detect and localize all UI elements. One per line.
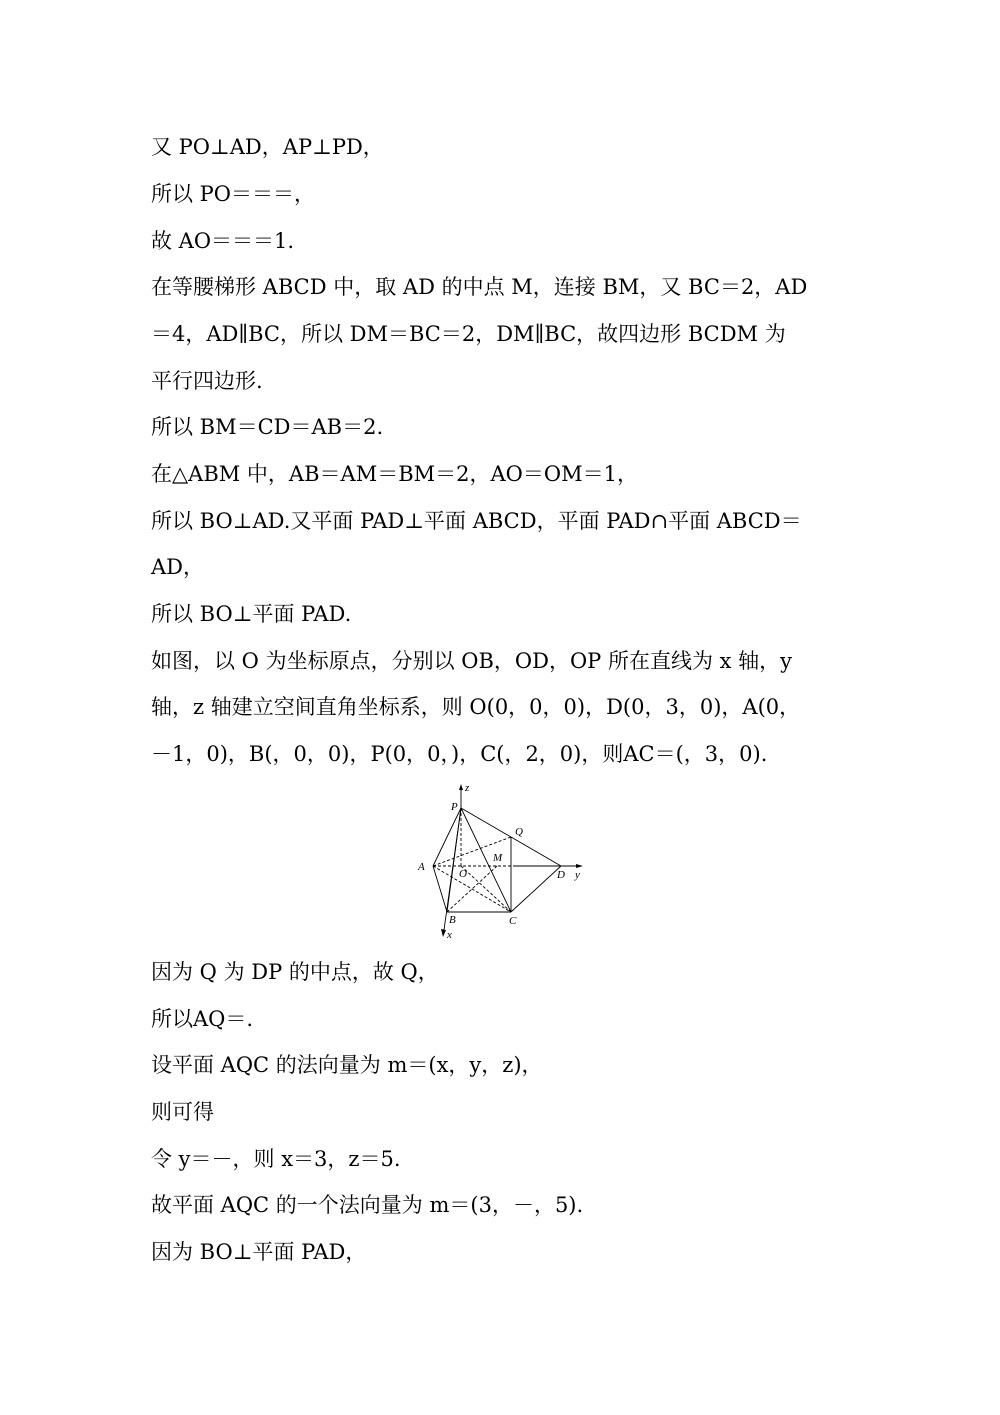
edge-CD [511,866,561,912]
edge-AB [433,866,447,912]
text-line-9: 所以 BO⊥AD.又平面 PAD⊥平面 ABCD，平面 PAD∩平面 ABCD＝ [151,509,802,533]
text-line-16: 所以AQ＝. [151,1007,254,1031]
label-Q: Q [515,826,523,838]
text-line-7: 所以 BM＝CD＝AB＝2. [151,415,384,439]
label-C: C [509,915,517,927]
x-axis-arrow [441,929,446,937]
label-M: M [493,852,503,864]
edge-PC [461,808,511,912]
label-x: x [447,929,452,940]
text-line-6: 平行四边形. [151,369,263,393]
text-line-12: 如图，以 O 为坐标原点，分别以 OB，OD，OP 所在直线为 x 轴，y [151,649,793,673]
label-D: D [557,869,565,881]
text-line-15: 因为 Q 为 DP 的中点，故 Q， [151,960,439,984]
text-line-2: 所以 PO＝＝＝， [151,182,316,206]
coordinate-diagram [413,780,593,940]
dash-OC [461,866,511,912]
text-line-10: AD， [151,555,205,579]
label-y: y [575,869,580,881]
text-line-13: 轴，z 轴建立空间直角坐标系，则 O(0，0，0)，D(0，3，0)，A(0， [151,695,801,719]
label-B: B [449,914,456,926]
text-line-1: 又 PO⊥AD，AP⊥PD， [151,135,384,159]
label-A: A [418,861,425,873]
text-line-18: 则可得 [151,1100,214,1124]
text-line-11: 所以 BO⊥平面 PAD. [151,602,352,626]
text-line-5: ＝4，AD∥BC，所以 DM＝BC＝2，DM∥BC，故四边形 BCDM 为 [151,322,786,346]
text-line-8: 在△ABM 中，AB＝AM＝BM＝2，AO＝OM＝1， [151,462,638,486]
text-line-4: 在等腰梯形 ABCD 中，取 AD 的中点 M，连接 BM，又 BC＝2，AD [151,275,808,299]
text-line-14: －1，0)，B(，0，0)，P(0，0，)，C(，2，0)，则AC＝(，3，0). [151,742,768,766]
text-line-20: 故平面 AQC 的一个法向量为 m＝(3，－，5). [151,1193,584,1217]
text-line-21: 因为 BO⊥平面 PAD， [151,1240,367,1264]
text-line-3: 故 AO＝＝＝1. [151,229,295,253]
label-P: P [451,801,458,813]
text-line-19: 令 y＝－，则 x＝3，z＝5. [151,1147,401,1171]
z-axis-arrow [459,784,463,790]
text-line-17: 设平面 AQC 的法向量为 m＝(x，y，z)， [151,1053,543,1077]
label-O: O [459,868,467,880]
y-axis-arrow [576,864,583,868]
geometry-figure [413,780,593,940]
label-z: z [465,782,470,794]
